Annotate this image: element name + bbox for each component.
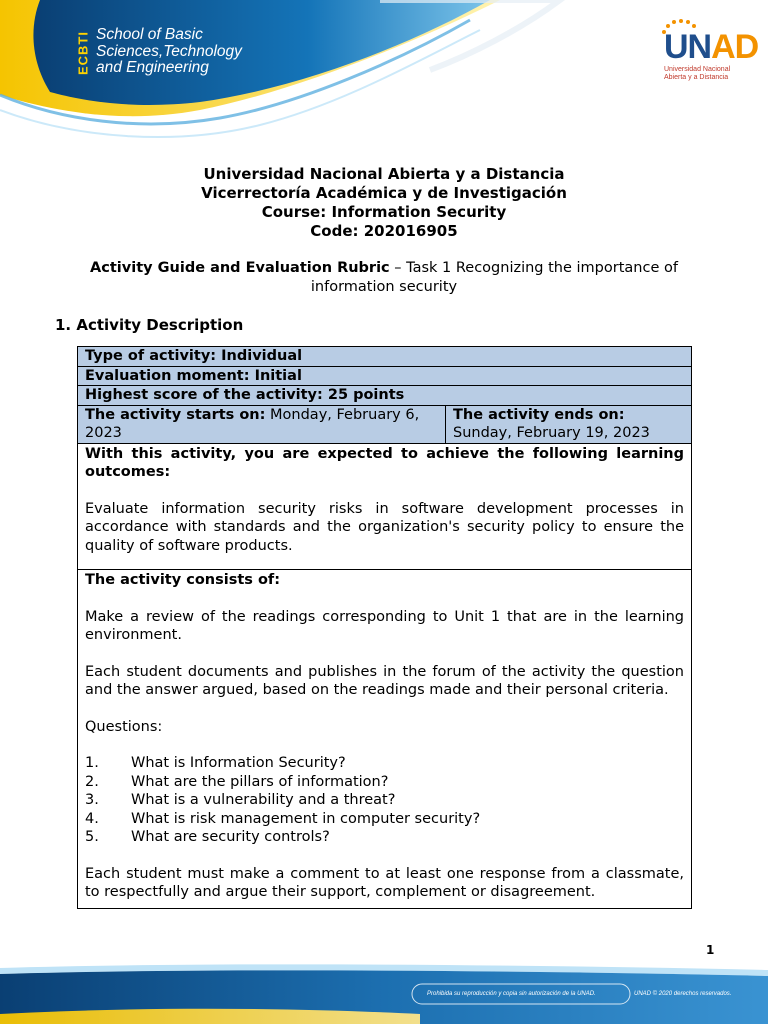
start-date-label: The activity starts on:: [85, 406, 266, 423]
list-item: 4. What is risk management in computer security?: [85, 810, 481, 827]
unad-wordmark: UNAD: [664, 28, 759, 66]
copyright-notice: UNAD © 2020 derechos reservados.: [634, 991, 732, 997]
start-date-value: Monday, February 6, 2023: [85, 406, 420, 441]
evaluation-moment: Evaluation moment: Initial: [78, 366, 692, 386]
banner-graphic: [0, 0, 768, 160]
ecbti-label: ECBTI: [75, 31, 91, 75]
title-line: Vicerrectoría Académica y de Investigación: [201, 184, 567, 202]
unad-logo: [660, 18, 759, 88]
table-row: [78, 443, 692, 570]
reproduction-notice: Prohibida su reproducción y copia sin autorización de la UNAD.: [427, 991, 596, 997]
consists-paragraph: Make a review of the readings corresponding to Unit 1 that are in the learning environment.: [85, 608, 684, 643]
consists-paragraph: Each student documents and publishes in the forum of the activity the question and the answer argued, based on the readings made and their personal criteria.: [85, 663, 684, 698]
start-date-cell: [78, 405, 446, 443]
closing-paragraph: Each student must make a comment to at least one response from a classmate, to respectfully and argue their support, complement or disagreement.: [85, 865, 684, 900]
title-line: Course: Information Security: [261, 203, 507, 221]
end-date-cell: [446, 405, 692, 443]
list-item: 3. What is a vulnerability and a threat?: [85, 792, 396, 808]
school-name: [96, 27, 242, 77]
table-row: [78, 570, 692, 909]
table-row: [78, 347, 692, 367]
consists-heading: The activity consists of:: [85, 572, 281, 588]
list-item: 1. What is Information Security?: [85, 755, 346, 771]
activity-consists-cell: [78, 570, 692, 909]
questions-label: Questions:: [85, 718, 163, 735]
table-row: [78, 366, 692, 386]
unad-subtitle: Universidad Nacional Abierta y a Distancia: [664, 66, 731, 81]
subtitle-bold: Activity Guide and Evaluation Rubric: [90, 260, 390, 276]
learning-outcomes-heading: With this activity, you are expected to achieve the following learning outcomes:: [85, 445, 684, 480]
school-line: and Engineering: [96, 59, 209, 76]
list-item: 5. What are security controls?: [85, 829, 330, 845]
footer-banner: [0, 962, 768, 1024]
learning-outcomes-text: Evaluate information security risks in software development processes in accordance with standards and the organization's security policy to ensure the quality of software products.: [85, 500, 684, 554]
highest-score: Highest score of the activity: 25 points: [78, 386, 692, 406]
guide-subtitle: [60, 259, 708, 296]
questions-list: [85, 754, 684, 847]
list-item: 2. What are the pillars of information?: [85, 773, 389, 790]
title-line: Code: 202016905: [310, 222, 458, 240]
table-row: [78, 405, 692, 443]
end-date-value: Sunday, February 19, 2023: [453, 425, 650, 441]
subtitle-rest: – Task 1 Recognizing the importance of information security: [310, 260, 678, 295]
section-heading: 1. Activity Description: [55, 316, 244, 334]
table-row: [78, 386, 692, 406]
school-line: School of Basic: [96, 26, 203, 43]
school-line: Sciences,Technology: [96, 42, 242, 60]
document-title: [0, 165, 768, 241]
end-date-label: The activity ends on:: [453, 406, 625, 423]
activity-table: [77, 346, 692, 909]
page-number: 1: [706, 943, 715, 957]
header-banner: [0, 0, 768, 160]
learning-outcomes-cell: [78, 443, 692, 570]
title-line: Universidad Nacional Abierta y a Distancia: [203, 165, 565, 183]
activity-type: Type of activity: Individual: [78, 347, 692, 367]
